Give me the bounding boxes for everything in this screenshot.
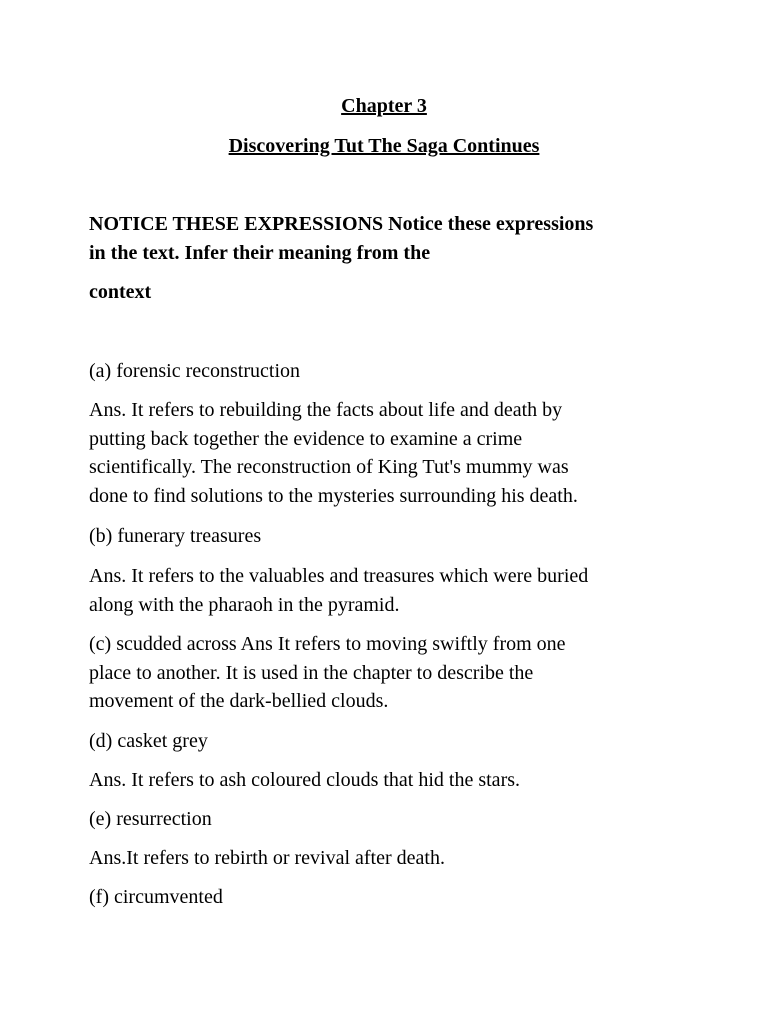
entry-c bbox=[89, 630, 689, 716]
notice-line-2: in the text. Infer their meaning from the bbox=[89, 242, 431, 264]
term-a: (a) forensic reconstruction bbox=[89, 360, 301, 382]
term-e: (e) resurrection bbox=[89, 808, 212, 830]
entry-c-line-3: movement of the dark-bellied clouds. bbox=[89, 690, 389, 712]
answer-a-line-1: Ans. It refers to rebuilding the facts about life and death by bbox=[89, 399, 563, 421]
answer-a bbox=[89, 396, 689, 510]
answer-d: Ans. It refers to ash coloured clouds that hid the stars. bbox=[89, 769, 521, 791]
chapter-title: Discovering Tut The Saga Continues bbox=[228, 135, 540, 157]
term-b: (b) funerary treasures bbox=[89, 525, 262, 547]
answer-e: Ans.It refers to rebirth or revival after death. bbox=[89, 847, 445, 869]
term-f: (f) circumvented bbox=[89, 886, 223, 908]
answer-b-line-1: Ans. It refers to the valuables and treasures which were buried bbox=[89, 565, 589, 587]
notice-line-1: NOTICE THESE EXPRESSIONS Notice these expressions bbox=[89, 213, 594, 235]
notice-line-3: context bbox=[89, 281, 152, 303]
answer-a-line-4: done to find solutions to the mysteries surrounding his death. bbox=[89, 484, 578, 507]
answer-b bbox=[89, 562, 689, 619]
answer-a-line-2: putting back together the evidence to examine a crime bbox=[89, 427, 523, 450]
answer-b-line-2: along with the pharaoh in the pyramid. bbox=[89, 593, 400, 616]
entry-c-line-2: place to another. It is used in the chapter to describe the bbox=[89, 661, 534, 684]
answer-a-line-3: scientifically. The reconstruction of King Tut's mummy was bbox=[89, 456, 569, 478]
entry-c-line-1: (c) scudded across Ans It refers to moving swiftly from one bbox=[89, 633, 566, 655]
chapter-heading: Chapter 3 bbox=[341, 95, 427, 117]
term-d: (d) casket grey bbox=[89, 730, 208, 752]
notice-instructions bbox=[89, 210, 709, 307]
